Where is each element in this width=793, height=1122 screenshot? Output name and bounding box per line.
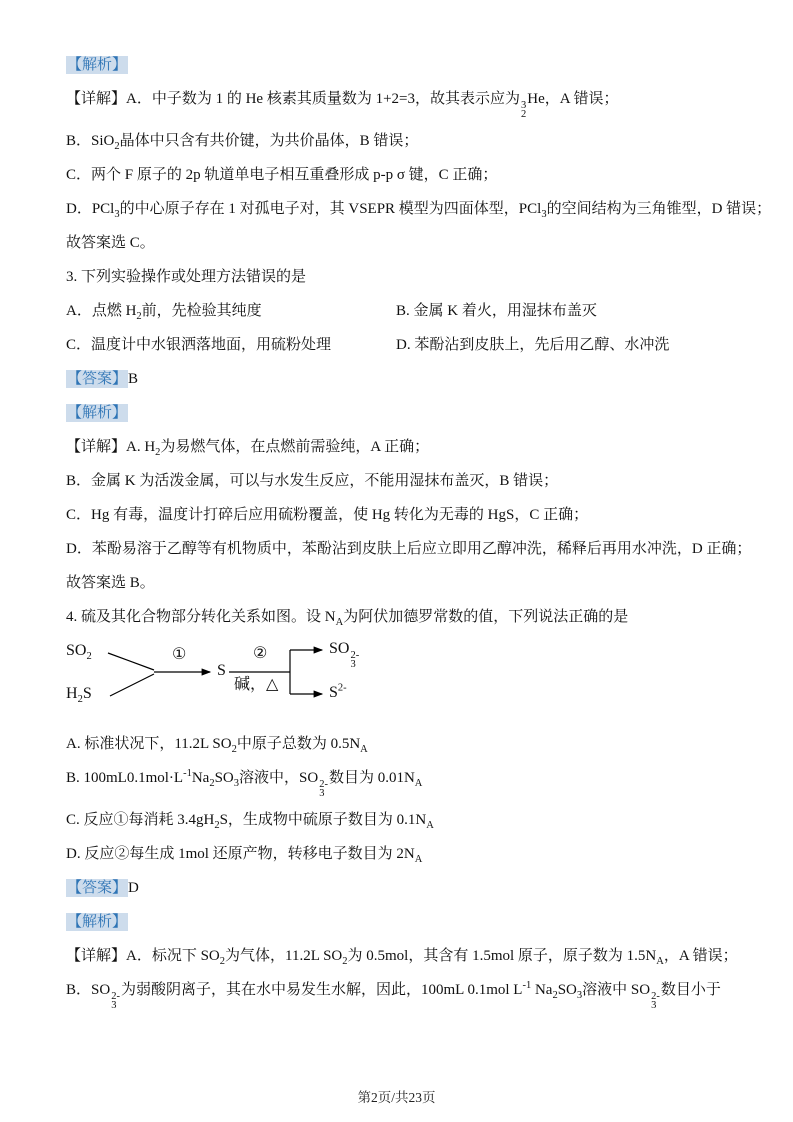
- q2-analysis-heading: [66, 54, 733, 77]
- q3-options-row-2: [66, 334, 733, 357]
- q2-detail-c: C．两个 F 原子的 2p 轨道单电子相互重叠形成 p-p σ 键，C 正确；: [66, 167, 498, 183]
- q4-detail-a: 【详解】A．标况下 $SO_2$为气体，11.2L $SO_2$为 0.5mol，其含有 1.5mol 原子，原子数为 $1.5N_A$，A 错误；: [66, 948, 738, 967]
- diagram-condition: 碱，△: [234, 676, 279, 693]
- q3-conclusion: 故答案选 B。: [66, 575, 155, 591]
- q3-answer-line: [66, 368, 733, 391]
- q3-detail-b: B．金属 K 为活泼金属，可以与水发生反应，不能用湿抹布盖灭，B 错误；: [66, 473, 559, 489]
- q3-answer-value: B: [128, 371, 139, 387]
- q2-detail-a: 【详解】A．中子数为 1 的 He 核素其质量数为 1+2=3，故其表示应为 3 2 He，A 错误；: [66, 91, 619, 120]
- q4-answer-value: D: [128, 880, 139, 896]
- q3-detail-a: 【详解】A. $H_2$为易燃气体，在点燃前需验纯，A 正确；: [66, 439, 430, 458]
- q3-options-row-1: [66, 300, 733, 323]
- q4-option-b: B. $100mL0.1mol\cdot L^{-1}Na_2SO_3$溶液中，SO 2- 3 数目为 $0.01N_A$: [66, 768, 423, 799]
- q4-stem: 4. 硫及其化合物部分转化关系如图。设 $N_A$为阿伏加德罗常数的值，下列说法正确的是: [66, 609, 629, 628]
- diagram-product-sulfite: SO 2- 3: [329, 640, 360, 670]
- analysis-label: 【解析】: [67, 914, 128, 930]
- q3-detail-d: D．苯酚易溶于乙醇等有机物质中，苯酚沾到皮肤上后应立即用乙醇冲洗，稀释后再用水冲洗，D 正确；: [66, 541, 752, 557]
- page-footer: [0, 1086, 793, 1106]
- q2-detail-d: D．PCl$_3$的中心原子存在 1 对孤电子对，其 VSEPR 模型为四面体型，PCl$_3$的空间结构为三角锥型，D 错误；: [66, 201, 772, 220]
- answer-label: 【答案】: [67, 880, 128, 896]
- diagram-product-sulfide: $S^{2-}$: [329, 682, 347, 701]
- q3-detail-c: C．Hg 有毒，温度计打碎后应用硫粉覆盖，使 Hg 转化为无毒的 HgS，C 正确；: [66, 507, 589, 523]
- q3-option-c: C．温度计中水银洒落地面，用硫粉处理: [66, 337, 332, 353]
- diagram-intermediate-s: S: [217, 662, 226, 679]
- q3-option-d: D. 苯酚沾到皮肤上，先后用乙醇、水冲洗: [396, 337, 670, 353]
- analysis-label: 【解析】: [67, 405, 128, 421]
- sulfur-conversion-diagram: [66, 640, 733, 718]
- q4-answer-line: [66, 877, 733, 900]
- q3-option-a: A．点燃 $H_2$前，先检验其纯度: [66, 303, 262, 322]
- q4-option-c: C. 反应①每消耗 $3.4gH_2S$，生成物中硫原子数目为 $0.1N_A$: [66, 812, 434, 831]
- q2-detail-b: B．SiO$_2$晶体中只含有共价键，为共价晶体，B 错误；: [66, 133, 419, 152]
- diagram-step1-label: ①: [172, 646, 187, 663]
- q3-option-b: B. 金属 K 着火，用湿抹布盖灭: [396, 303, 597, 319]
- analysis-label: 【解析】: [67, 57, 128, 73]
- diagram-reactant-so2: $SO_2$: [66, 642, 92, 663]
- page-number: 第2页/共23页: [357, 1090, 436, 1105]
- q2-conclusion: 故答案选 C。: [66, 235, 155, 251]
- answer-label: 【答案】: [67, 371, 128, 387]
- q4-detail-b: B．SO 2- 3 为弱酸阴离子，其在水中易发生水解，因此，100mL 0.1mol $L^{-1}$ $Na_2SO_3$溶液中 SO 2- 3 数目小于: [66, 980, 721, 1011]
- q4-option-d: D. 反应②每生成 1mol 还原产物，转移电子数目为 $2N_A$: [66, 846, 423, 865]
- diagram-step2-label: ②: [253, 645, 268, 662]
- diagram-reactant-h2s: $H_2S$: [66, 685, 92, 706]
- q3-analysis-heading: [66, 402, 733, 425]
- q4-option-a: A. 标准状况下，11.2L $SO_2$中原子总数为 $0.5N_A$: [66, 736, 368, 755]
- q3-stem: 3. 下列实验操作或处理方法错误的是: [66, 269, 307, 285]
- q4-analysis-heading: [66, 911, 733, 934]
